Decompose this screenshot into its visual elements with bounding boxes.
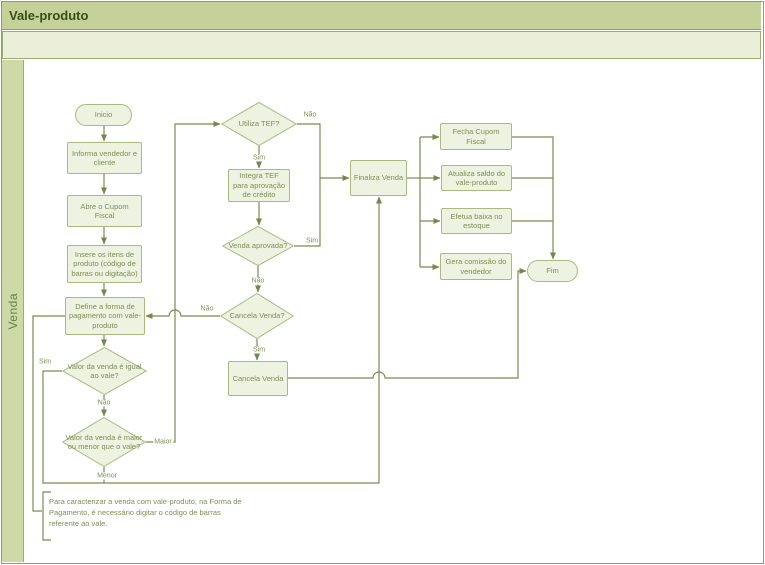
task-label: Efetua baixa no estoque <box>450 211 503 230</box>
lane-label: Venda <box>5 292 20 330</box>
edge-label-nao: Não <box>200 305 214 313</box>
gateway-label: Cancela Venda? <box>229 311 285 321</box>
edge-label-nao: Não <box>251 277 265 285</box>
task-fecha-cupom-fiscal[interactable] <box>440 123 512 150</box>
task-cancela-venda[interactable] <box>228 361 288 396</box>
edge-label-sim: Sim <box>252 154 266 162</box>
start-event[interactable] <box>75 104 132 126</box>
end-event-label: Fim <box>546 266 559 276</box>
task-label: Fecha Cupom Fiscal <box>452 127 500 146</box>
task-efetua-baixa-estoque[interactable] <box>441 208 512 234</box>
task-label: Integra TEF para aprovação de crédito <box>232 171 286 200</box>
gateway-label: Venda aprovada? <box>228 241 288 251</box>
task-insere-itens-produto[interactable] <box>67 245 142 283</box>
task-label: Finaliza Venda <box>353 173 404 183</box>
gateway-venda-aprovada[interactable] <box>222 226 294 266</box>
gateway-valor-maior-menor[interactable] <box>62 417 146 467</box>
edge-label-menor: Menor <box>97 472 117 480</box>
annotation-note: Para caracterizar a venda com vale-produto, na Forma de Pagamento, é necessário digitar o código de barras referente ao vale. <box>49 497 242 528</box>
edge-label-sim: Sim <box>305 237 319 245</box>
task-label: Insere os itens de produto (código de barras ou digitação) <box>71 249 138 278</box>
edge-label-sim: Sim <box>252 346 266 354</box>
task-atualiza-saldo[interactable] <box>441 165 512 191</box>
gateway-label: Valor da venda é maior ou menor que o vale? <box>65 432 143 451</box>
task-informa-vendedor-cliente[interactable] <box>67 142 142 174</box>
start-event-label: Inicio <box>94 110 113 120</box>
gateway-utiliza-tef[interactable] <box>221 102 297 146</box>
edge-label-nao: Não <box>303 111 317 119</box>
task-integra-tef[interactable] <box>228 169 290 202</box>
edge-label-maior: Maior <box>154 438 172 446</box>
edge-label-sim: Sim <box>38 358 52 366</box>
task-label: Define a forma de pagamento com vale-produto <box>68 301 142 330</box>
task-define-forma-pagamento[interactable] <box>65 297 145 335</box>
gateway-cancela-venda[interactable] <box>220 293 294 339</box>
task-finaliza-venda[interactable] <box>350 160 407 196</box>
task-gera-comissao[interactable] <box>440 253 512 280</box>
task-abre-cupom-fiscal[interactable] <box>67 195 142 227</box>
task-label: Atualiza saldo do vale-produto <box>447 168 506 187</box>
task-label: Informa vendedor e cliente <box>71 148 138 167</box>
gateway-label: Valor da venda é igual ao vale? <box>67 361 142 380</box>
edge-label-nao: Não <box>97 399 111 407</box>
task-label: Gera comissão do vendedor <box>445 257 507 276</box>
gateway-label: Utiliza TEF? <box>238 119 280 129</box>
end-event[interactable] <box>527 260 578 282</box>
pool-title: Vale-produto <box>9 8 89 23</box>
task-label: Cancela Venda <box>232 373 284 383</box>
gateway-valor-igual-vale[interactable] <box>62 347 147 395</box>
task-label: Abre o Cupom Fiscal <box>80 201 129 220</box>
